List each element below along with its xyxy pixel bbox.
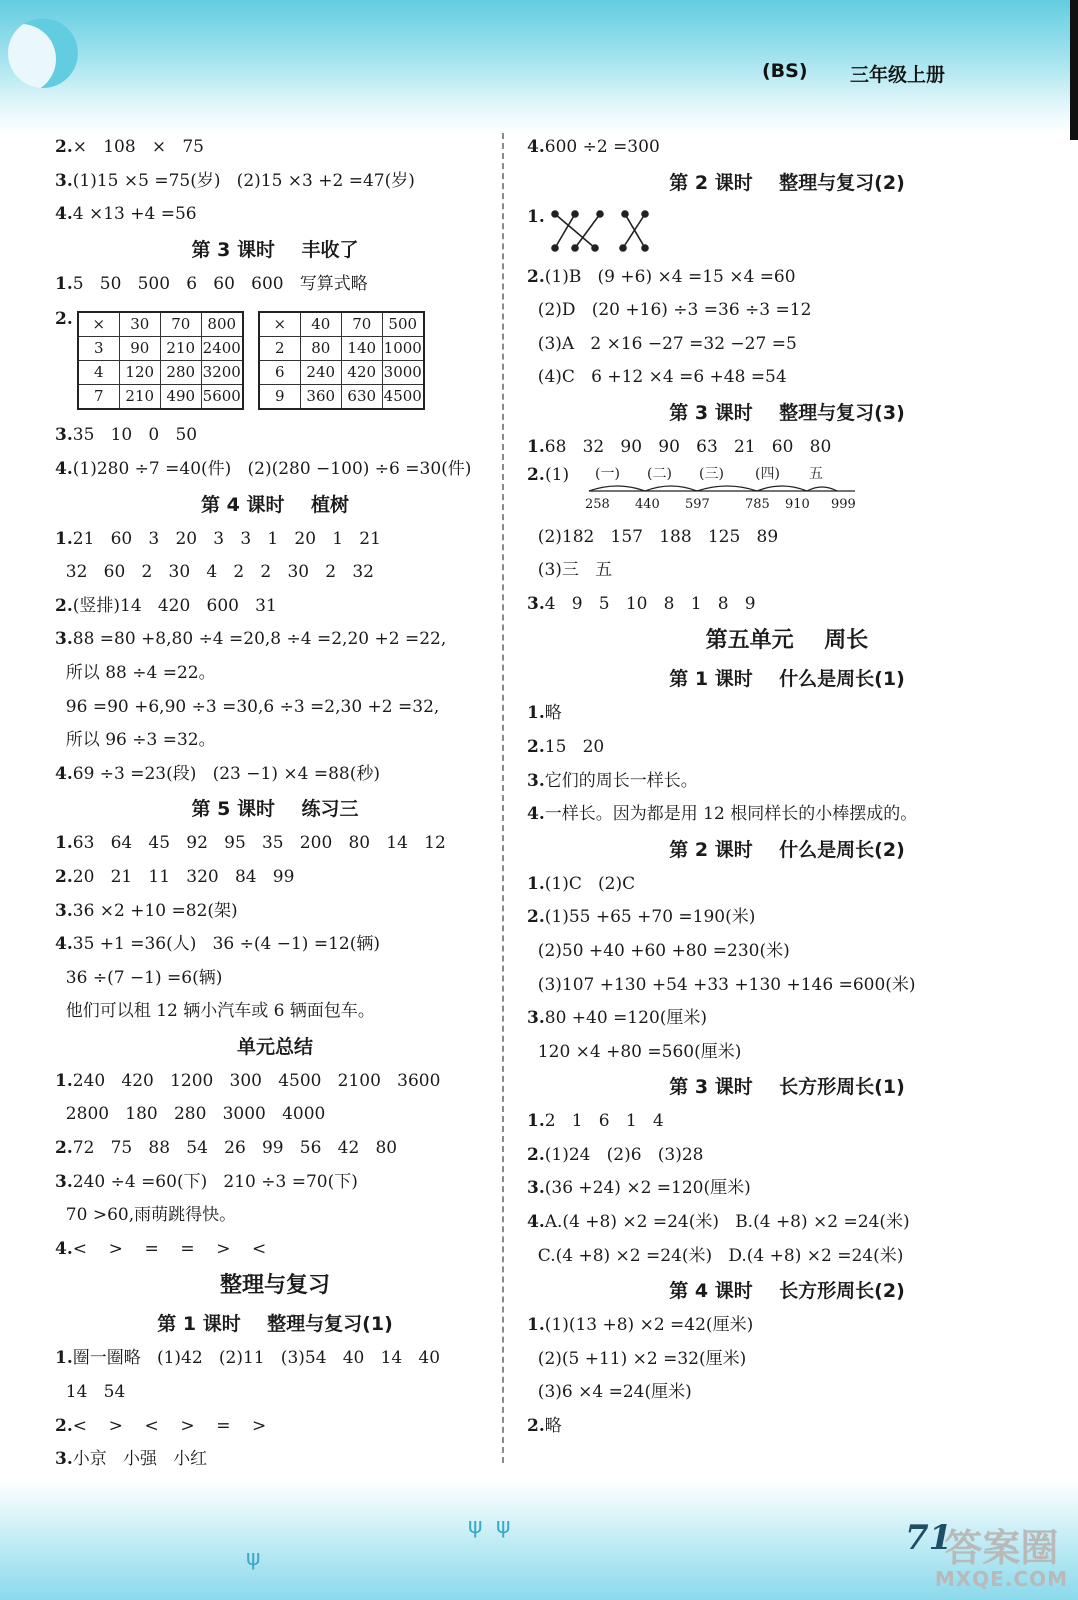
- unit-heading: 第五单元 周长: [705, 628, 869, 654]
- answer-line: 1.68 32 90 90 63 21 60 80: [527, 436, 832, 457]
- answer-line: 32 60 2 30 4 2 2 30 2 32: [55, 562, 374, 583]
- answer-line: 2800 180 280 3000 4000: [55, 1104, 326, 1125]
- section-heading: 第 3 课时 丰收了: [191, 238, 359, 261]
- table-cell: 280: [160, 360, 201, 384]
- table-cell: 240: [300, 360, 341, 384]
- table-row: [259, 336, 424, 360]
- table-cell: 140: [341, 336, 382, 360]
- table-row: [78, 360, 243, 384]
- section-heading: 第 1 课时 什么是周长(1): [669, 668, 905, 691]
- nl-tick-label: 597: [685, 496, 710, 512]
- answer-line: 2.15 20: [527, 736, 605, 757]
- section-heading: 第 2 课时 整理与复习(2): [669, 171, 905, 194]
- header-banner: [0, 0, 1078, 135]
- edition-label: (BS): [762, 60, 808, 82]
- table-row: [78, 336, 243, 360]
- table-cell: 800: [201, 312, 243, 337]
- answer-line: 3.35 10 0 50: [55, 425, 198, 446]
- table-cell: 420: [341, 360, 382, 384]
- answer-line: (4)C 6 +12 ×4 =6 +48 =54: [527, 367, 787, 388]
- right-column: [527, 131, 1047, 1444]
- answer-line: 3.4 9 5 10 8 1 8 9: [527, 593, 756, 614]
- table-row: [78, 384, 243, 409]
- table-cell: 210: [160, 336, 201, 360]
- table-cell: 2: [259, 336, 301, 360]
- answer-line: 70 >60,雨萌跳得快。: [55, 1205, 237, 1226]
- answer-line: 2.20 21 11 320 84 99: [55, 866, 295, 887]
- table-cell: 3: [78, 336, 120, 360]
- answer-line: 4.< > = = > <: [55, 1238, 267, 1259]
- table-cell: 2400: [201, 336, 243, 360]
- nl-group-label: 五: [809, 465, 823, 482]
- nl-tick-label: 785: [745, 496, 770, 512]
- answer-line: C.(4 +8) ×2 =24(米) D.(4 +8) ×2 =24(米): [527, 1245, 904, 1266]
- answer-line: 3.80 +40 =120(厘米): [527, 1008, 708, 1029]
- table-cell: 490: [160, 384, 201, 409]
- answer-line: 2.< > < > = >: [55, 1415, 267, 1436]
- answer-line: 2.(1)B (9 +6) ×4 =15 ×4 =60: [527, 266, 796, 287]
- table-cell: 1000: [382, 336, 424, 360]
- answer-line: 4.35 +1 =36(人) 36 ÷(4 −1) =12(辆): [55, 934, 380, 955]
- answer-line: 4.(1)280 ÷7 =40(件) (2)(280 −100) ÷6 =30(件): [55, 458, 472, 479]
- table-cell: 4: [78, 360, 120, 384]
- table-cell: 3000: [382, 360, 424, 384]
- nl-tick-label: 440: [635, 496, 660, 512]
- column-divider: [502, 133, 504, 1463]
- table-cell: 40: [300, 312, 341, 337]
- edge-bar: [1070, 0, 1078, 140]
- answer-line: 4.一样长。因为都是用 12 根同样长的小棒摆成的。: [527, 804, 918, 825]
- answer-line: 3.它们的周长一样长。: [527, 770, 698, 791]
- nl-group-label: (四): [755, 465, 780, 482]
- table-cell: 7: [78, 384, 120, 409]
- matching-diagram: 1.: [527, 201, 1047, 261]
- multiplication-table-2: [258, 311, 425, 410]
- tree-icon: ψ: [246, 1546, 261, 1571]
- table-cell: 4500: [382, 384, 424, 409]
- answer-line: (3)三 五: [527, 560, 613, 581]
- multiplication-tables: 2. × 30 70 800 3 90 210 2400 4 120 280 3200 7 210 490 5600 × 40 70 500 2 80 140 1000 6 240 420 3000 9 360 630 4500: [55, 301, 495, 419]
- section-heading: 第 4 课时 长方形周长(2): [669, 1280, 905, 1303]
- answer-line: (2)182 157 188 125 89: [527, 526, 779, 547]
- answer-line: (2)(5 +11) ×2 =32(厘米): [527, 1348, 747, 1369]
- table-cell: 210: [119, 384, 160, 409]
- answer-line: 4.4 ×13 +4 =56: [55, 204, 197, 225]
- answer-line: 1.2 1 6 1 4: [527, 1111, 664, 1132]
- answer-line: 3.(36 +24) ×2 =120(厘米): [527, 1178, 751, 1199]
- section-heading: 第 4 课时 植树: [201, 493, 349, 516]
- table-cell: 500: [382, 312, 424, 337]
- answer-line: 2.略: [527, 1416, 562, 1437]
- multiplication-table-1: [77, 311, 244, 410]
- answer-line: 1.21 60 3 20 3 3 1 20 1 21: [55, 528, 381, 549]
- answer-line: 1.240 420 1200 300 4500 2100 3600: [55, 1070, 441, 1091]
- number-line-arcs: [587, 479, 857, 495]
- answer-line: 1.(1)(13 +8) ×2 =42(厘米): [527, 1315, 754, 1336]
- answer-line: 1.圈一圈略 (1)42 (2)11 (3)54 40 14 40: [55, 1348, 441, 1369]
- table-cell: 3200: [201, 360, 243, 384]
- answer-line: 2.× 108 × 75: [55, 137, 204, 157]
- answer-line: 4.A.(4 +8) ×2 =24(米) B.(4 +8) ×2 =24(米): [527, 1212, 910, 1233]
- answer-line: 2.72 75 88 54 26 99 56 42 80: [55, 1138, 398, 1159]
- moon-icon: [8, 18, 78, 88]
- table-cell: ×: [259, 312, 301, 337]
- answer-line: (3)A 2 ×16 −27 =32 −27 =5: [527, 333, 797, 354]
- answer-line: (2)D (20 +16) ÷3 =36 ÷3 =12: [527, 300, 812, 321]
- answer-line: 1.(1)C (2)C: [527, 873, 636, 894]
- answer-line: (3)6 ×4 =24(厘米): [527, 1382, 692, 1403]
- answer-line: 3.240 ÷4 =60(下) 210 ÷3 =70(下): [55, 1171, 358, 1192]
- answer-line: 1.5 50 500 6 60 600 写算式略: [55, 273, 368, 294]
- answer-line: 他们可以租 12 辆小汽车或 6 辆面包车。: [55, 1001, 375, 1022]
- nl-group-label: (二): [647, 465, 672, 482]
- table-cell: 70: [341, 312, 382, 337]
- answer-line: 36 ÷(7 −1) =6(辆): [55, 967, 223, 988]
- answer-line: (3)107 +130 +54 +33 +130 +146 =600(米): [527, 974, 916, 995]
- table-cell: 80: [300, 336, 341, 360]
- table-row: [78, 312, 243, 337]
- nl-tick-label: 258: [585, 496, 610, 512]
- tree-icon: ψ: [468, 1514, 483, 1539]
- watermark: 答案圈 MXQE.COM: [934, 1526, 1068, 1591]
- unit-heading: 整理与复习: [219, 1273, 330, 1299]
- answer-line: 2.(1)55 +65 +70 =190(米): [527, 907, 756, 928]
- nl-tick-label: 910: [785, 496, 810, 512]
- section-heading: 第 3 课时 整理与复习(3): [669, 401, 905, 424]
- page-number: 71: [905, 1518, 953, 1558]
- answer-line: 3.(1)15 ×5 =75(岁) (2)15 ×3 +2 =47(岁): [55, 170, 415, 191]
- table-row: [259, 360, 424, 384]
- section-heading: 第 2 课时 什么是周长(2): [669, 838, 905, 861]
- table-cell: 6: [259, 360, 301, 384]
- answer-line: 2.(1)24 (2)6 (3)28: [527, 1144, 704, 1165]
- table-cell: 5600: [201, 384, 243, 409]
- nl-group-label: (一): [595, 465, 620, 482]
- answer-line: 1.63 64 45 92 95 35 200 80 14 12: [55, 833, 446, 854]
- table-cell: 90: [119, 336, 160, 360]
- table-cell: 70: [160, 312, 201, 337]
- section-heading: 第 1 课时 整理与复习(1): [157, 1313, 393, 1336]
- answer-line: 2.(竖排)14 420 600 31: [55, 595, 277, 616]
- table-cell: 360: [300, 384, 341, 409]
- answer-line: 4.69 ÷3 =23(段) (23 −1) ×4 =88(秒): [55, 763, 380, 784]
- answer-line: 96 =90 +6,90 ÷3 =30,6 ÷3 =2,30 +2 =32,: [55, 696, 440, 717]
- number-line: 2. (1) (一) (二) (三) (四) 五 258 440 597 785 910 999: [527, 464, 856, 512]
- table-cell: 9: [259, 384, 301, 409]
- table-cell: 120: [119, 360, 160, 384]
- table-cell: 630: [341, 384, 382, 409]
- nl-group-label: (三): [699, 465, 724, 482]
- table-row: [259, 312, 424, 337]
- nl-tick-label: 999: [831, 496, 856, 512]
- answer-line: 14 54: [55, 1382, 126, 1403]
- answer-line: 所以 96 ÷3 =32。: [55, 730, 216, 751]
- answer-line: 3.小京 小强 小红: [55, 1449, 208, 1470]
- table-cell: ×: [78, 312, 120, 337]
- table-cell: 30: [119, 312, 160, 337]
- answer-line: 3.36 ×2 +10 =82(架): [55, 900, 238, 921]
- answer-line: 1.略: [527, 703, 562, 724]
- answer-line: 4.600 ÷2 =300: [527, 137, 660, 157]
- section-heading: 单元总结: [236, 1035, 313, 1058]
- answer-line: (2)50 +40 +60 +80 =230(米): [527, 940, 790, 961]
- answer-line: 120 ×4 +80 =560(厘米): [527, 1041, 742, 1062]
- section-heading: 第 3 课时 长方形周长(1): [669, 1076, 905, 1099]
- left-column: [55, 131, 495, 1477]
- section-heading: 第 5 课时 练习三: [191, 798, 359, 821]
- tree-icon: ψ: [496, 1514, 511, 1539]
- table-row: [259, 384, 424, 409]
- matching-lines: [545, 206, 655, 256]
- grade-label: 三年级上册: [850, 64, 946, 86]
- answer-line: 3.88 =80 +8,80 ÷4 =20,8 ÷4 =2,20 +2 =22,: [55, 629, 447, 650]
- answer-line: 所以 88 ÷4 =22。: [55, 662, 216, 683]
